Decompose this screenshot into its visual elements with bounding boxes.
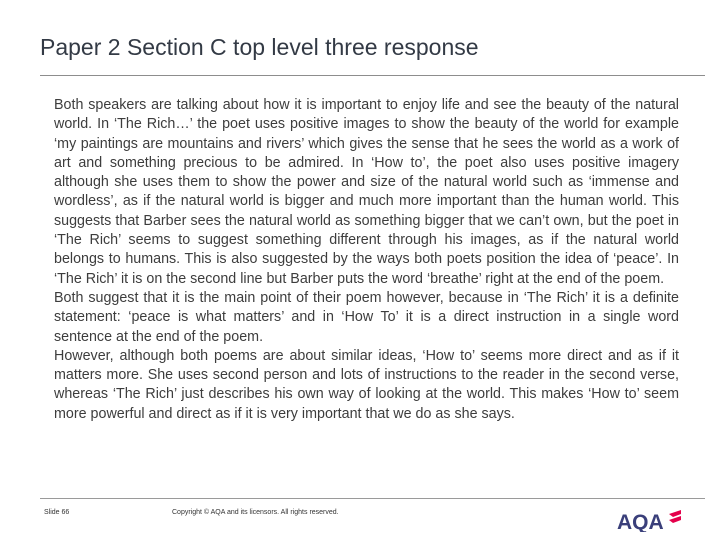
footer-divider bbox=[40, 498, 705, 499]
response-text bbox=[54, 96, 679, 424]
aqa-logo-text: AQA bbox=[617, 511, 664, 532]
aqa-logo-accent bbox=[669, 510, 681, 523]
aqa-logo bbox=[617, 508, 683, 532]
paragraph-2: Both suggest that it is the main point of their poem however, because in ‘The Rich’ it is a definite statement: ‘peace is what matters’ and in ‘How To’ it is a direct instruction in a single word sentence at the end of the poem. bbox=[54, 289, 679, 345]
paragraph-3: However, although both poems are about similar ideas, ‘How to’ seems more direct and as if it matters more. She uses second person and lots of instructions to the reader in the second verse, whereas ‘The Rich’ just describes his own way of looking at the world. This makes ‘How to’ seem more powerful and direct as if it is very important that we do as she says. bbox=[54, 347, 679, 422]
slide-number: Slide 66 bbox=[44, 509, 70, 516]
copyright-notice: Copyright © AQA and its licensors. All rights reserved. bbox=[172, 509, 339, 516]
slide-title: Paper 2 Section C top level three response bbox=[40, 34, 479, 60]
title-divider bbox=[40, 75, 705, 76]
paragraph-1: Both speakers are talking about how it is important to enjoy life and see the beauty of the natural world. In ‘The Rich…’ the poet uses positive images to show the beauty of the world for example ‘my paintings are mountains and rivers’ which gives the sense that he sees the world as a work of art and something precious to be admired. In ‘How to’, the poet also uses positive imagery although she uses them to show the power and size of the natural world such as ‘immense and wordless’, as if the natural world is bigger and much more important than the human world. This suggests that Barber sees the natural world as something bigger that we can’t own, but the poet in ‘The Rich’ seems to suggest something different through his images, as if the natural world belongs to humans. This is also suggested by the ways both poets position the idea of ‘peace’. In ‘The Rich’ it is on the second line but Barber puts the word ‘breathe’ right at the end of the poem. bbox=[54, 97, 679, 287]
